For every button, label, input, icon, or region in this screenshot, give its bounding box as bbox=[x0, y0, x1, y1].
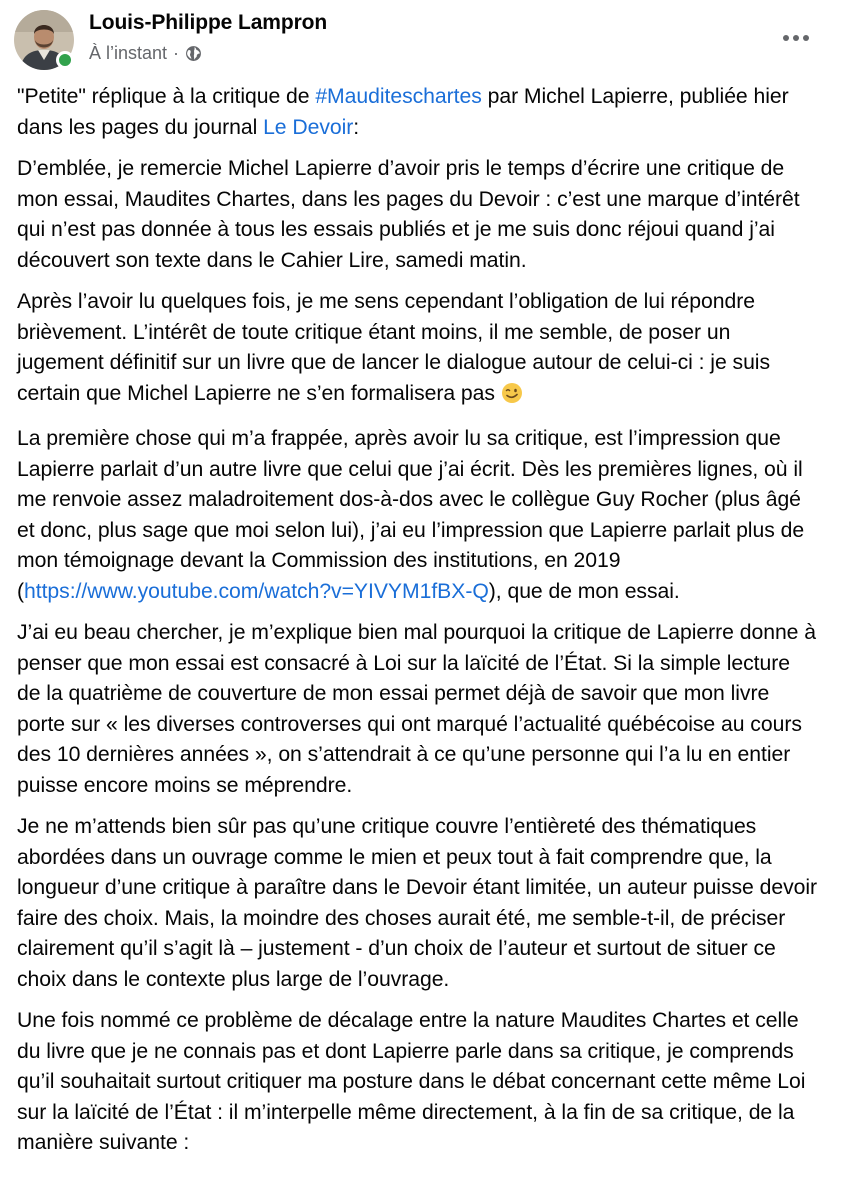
globe-icon[interactable] bbox=[185, 45, 202, 62]
intro-text-a: "Petite" réplique à la critique de bbox=[17, 85, 316, 108]
paragraph-2: D’emblée, je remercie Michel Lapierre d’avoir pris le temps d’écrire une critique de mon essai, Maudites Chartes, dans les pages du Devoir : c’est une marque d’intérêt qui n’est pas donnée à tous les essais publiés et je me suis donc réjoui quand j’ai découvert son texte dans le Cahier Lire, samedi matin. bbox=[17, 157, 800, 272]
online-status-indicator bbox=[56, 51, 74, 69]
paragraph-intro bbox=[17, 82, 819, 143]
paragraph-4 bbox=[17, 424, 819, 607]
post-meta bbox=[89, 43, 202, 64]
youtube-link[interactable]: https://www.youtube.com/watch?v=YIVYM1fBX-Q bbox=[24, 579, 489, 603]
author-name[interactable]: Louis-Philippe Lampron bbox=[89, 11, 328, 34]
hashtag-link[interactable]: #Mauditeschartes bbox=[315, 85, 482, 108]
paragraph-7: Une fois nommé ce problème de décalage entre la nature Maudites Chartes et celle du livre que je ne connais pas et dont Lapierre parle dans sa critique, je comprends qu’il souhaitait surtout critiquer ma posture dans le débat concernant cette même Loi sur la laïcité de l’État : il m’interpelle même directement, à la fin de sa critique, de la manière suivante : bbox=[17, 1009, 806, 1154]
paragraph-3 bbox=[17, 287, 819, 413]
post-timestamp[interactable]: À l’instant bbox=[89, 43, 168, 63]
post-header bbox=[0, 0, 847, 82]
meta-separator: · bbox=[173, 43, 180, 63]
paragraph-4-text-a: La première chose qui m’a frappée, après avoir lu sa critique, est l’impression que Lapierre parlait d’un autre livre que celui que j’ai écrit. Dès les premières lignes, où il me renvoie assez maladroitement dos-à-dos avec le collègue Guy Rocher (plus âgé et donc, plus sage que moi selon lui), j’ai eu l’impression que Lapierre parlait plus de mon témoignage devant la Commission des institutions, en 2019 ( bbox=[17, 427, 805, 603]
intro-text-c: : bbox=[353, 115, 360, 139]
post-body bbox=[0, 82, 847, 1159]
paragraph-4-text-b: ), que de mon essai. bbox=[488, 579, 680, 603]
winking-face-icon bbox=[501, 382, 523, 414]
paragraph-5: J’ai eu beau chercher, je m’explique bien mal pourquoi la critique de Lapierre donne à penser que mon essai est consacré à Loi sur la laïcité de l’État. Si la simple lecture de la quatrième de couverture de mon essai permet déjà de savoir que mon livre porte sur « les diverses controverses qui ont marqué l’actualité québécoise au cours des 10 dernières années », on s’attendrait à ce qu’une personne qui l’a lu en entier puisse encore moins se méprendre. bbox=[17, 621, 816, 797]
le-devoir-link[interactable]: Le Devoir bbox=[263, 115, 354, 139]
more-options-icon[interactable] bbox=[779, 24, 813, 52]
intro-text-b: par Michel Lapierre, publiée hier dans les pages du journal bbox=[17, 85, 789, 139]
paragraph-6: Je ne m’attends bien sûr pas qu’une critique couvre l’entièreté des thématiques abordées dans un ouvrage comme le mien et peux tout à fait comprendre que, la longueur d’une critique à paraître dans le Devoir étant limitée, un auteur puisse devoir faire des choix. Mais, la moindre des choses aurait été, me semble-t-il, de préciser clairement qu’il s’agit là – justement - d’un choix de l’auteur et surtout de situer ce choix dans le contexte plus large de l’ouvrage. bbox=[17, 815, 818, 991]
paragraph-3-text: Après l’avoir lu quelques fois, je me sens cependant l’obligation de lui répondre brièvement. L’intérêt de toute critique étant moins, il me semble, de poser un jugement définitif sur un livre que de lancer le dialogue autour de celui-ci : je suis certain que Michel Lapierre ne s’en formalisera pas bbox=[17, 290, 770, 405]
